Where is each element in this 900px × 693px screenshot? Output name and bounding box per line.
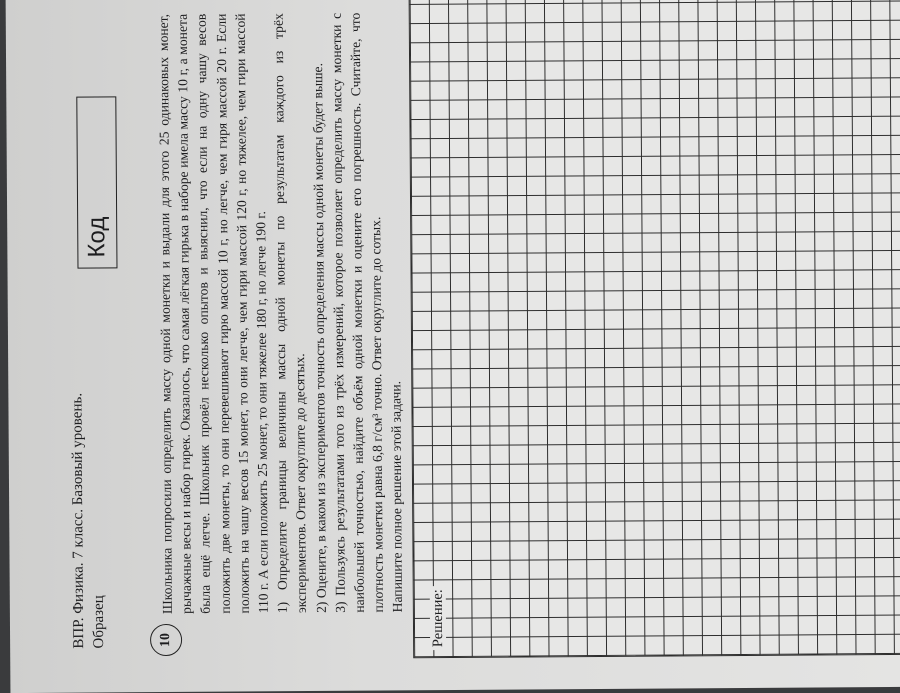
header-title: ВПР. Физика. 7 класс. Базовый уровень. (69, 392, 88, 649)
task-text (154, 12, 408, 614)
task-instruction: Напишите полное решение этой задачи. (388, 380, 406, 613)
task-question-3: 3) Пользуясь результатами того из трёх измерений, которое позволяет определить массу монетки с наибольшей точностью, найдите объём одной монетки и оцените его погрешность. Считайте, что плотность монетки равна 6,8 г/см³ точно. Ответ округлите до сотых. (328, 12, 387, 613)
answer-grid[interactable] (409, 0, 900, 658)
worksheet-page (14, 0, 900, 661)
task-question-2: 2) Оцените, в каком из экспериментов точность определения массы одной монеты будет выше. (309, 62, 329, 613)
header-subtitle: Образец (90, 595, 108, 649)
task-question-1: 1) Определите границы величины массы одной монеты по результатам каждого из трёх экспериментов. Ответ округлите до десятых. (270, 13, 310, 614)
solution-label: Решение: (430, 586, 446, 650)
task-statement: Школьника попросили определить массу одной монетки и выдали для этого 25 одинаковых монет, рычажные весы и набор гирек. Оказалось, что самая лёгкая гирька в наборе имела массу 10 г, а монета была ещё легче. Школьник провёл несколько опытов и выяснил, что если на одну чашу весов положить две монеты, то они перевешивают гирю массой 10 г, но легче, чем гиря массой 20 г. Если положить на чашу весов 15 монет, то они легче, чем гири массой 120 г, но тяжелее, чем гири массой 110 г. А если положить 25 монет, то они тяжелее 180 г, но легче 190 г. (155, 13, 271, 615)
code-box (76, 96, 117, 268)
task-number-badge: 10 (150, 624, 182, 656)
paper-sheet (6, 0, 900, 693)
code-label: Код (83, 216, 111, 258)
